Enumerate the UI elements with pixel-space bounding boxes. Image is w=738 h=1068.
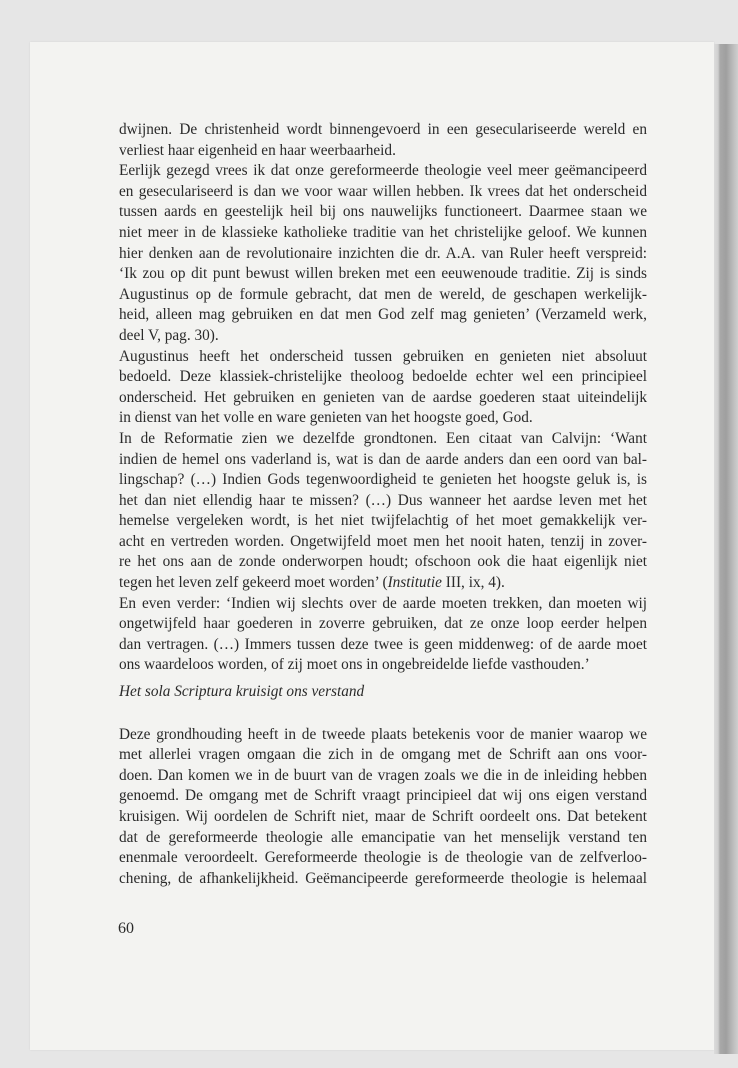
body-text bbox=[119, 120, 647, 889]
text-line: chening, de afhankelijkheid. Geëmancipeerde gereformeerde theologie is helemaal bbox=[119, 869, 647, 887]
text-line: En even verder: ‘Indien wij slechts over de aarde moeten trekken, dan moeten wij bbox=[119, 594, 647, 612]
text-line: In de Reformatie zien we dezelfde grondtonen. Een citaat van Calvijn: ‘Want bbox=[119, 429, 647, 447]
text-line: Augustinus heeft het onderscheid tussen gebruiken en genieten niet absoluut bbox=[119, 347, 647, 365]
text-line: niet meer in de klassieke katholieke traditie van het christelijke geloof. We kunnen bbox=[119, 223, 647, 241]
text-line: en geseculariseerd is dan we voor waar willen hebben. Ik vrees dat het onderscheid bbox=[119, 182, 647, 200]
text-block-calvin-quote bbox=[119, 594, 647, 676]
section-heading: Het sola Scriptura kruisigt ons verstand bbox=[119, 683, 365, 701]
text-line: genoemd. De omgang met de Schrift vraagt principieel dat wij ons eigen verstand bbox=[119, 787, 647, 805]
text-block-after-heading bbox=[119, 725, 647, 890]
text-line: met allerlei vragen omgaan die zich in de omgang met de Schrift aan ons voor- bbox=[119, 746, 647, 764]
text-line: acht en vertreden worden. Ongetwijfeld moet men het nooit haten, tenzij in zover- bbox=[119, 532, 647, 550]
text-line: in dienst van het volle en ware genieten van het hoogste goed, God. bbox=[119, 409, 533, 427]
book-spine-edge bbox=[714, 44, 738, 1054]
text-line: ons waardeloos worden, of zij moet ons in ongebreidelde liefde vasthouden.’ bbox=[119, 656, 590, 674]
text-line: dwijnen. De christenheid wordt binnengevoerd in een geseculariseerde wereld en bbox=[119, 121, 647, 138]
text-line: Augustinus op de formule gebracht, dat men de wereld, de geschapen werkelijk- bbox=[119, 285, 647, 303]
text-line: het dan niet ellendig haar te missen? (…) Dus wanneer het aardse leven met het bbox=[119, 491, 647, 509]
text-line: hemelse vergeleken wordt, is het niet twijfelachtig of het moet gemakkelijk ver- bbox=[119, 512, 647, 530]
text-line: ‘Ik zou op dit punt bewust willen breken met een eeuwenoude traditie. Zij is sinds bbox=[119, 265, 647, 283]
text-line: dat de gereformeerde theologie alle emancipatie van het menselijk verstand ten bbox=[119, 828, 647, 846]
text-line: indien de hemel ons vaderland is, wat is dan de aarde anders dan een oord van bal- bbox=[119, 450, 647, 468]
text-line: onderscheid. Het gebruiken en genieten van de aardse goederen staat uiteindelijk bbox=[119, 388, 647, 406]
text-line: kruisigen. Wij oordelen de Schrift niet, maar de Schrift oordeelt ons. Dat betekent bbox=[119, 808, 647, 825]
text-line: tussen aards en geestelijk heil bij ons nauwelijks functioneert. Daarmee staan we bbox=[119, 203, 647, 221]
text-line: bedoeld. Deze klassiek-christelijke theoloog bedoelde echter wel een principieel bbox=[119, 368, 647, 386]
text-line: dan vertragen. (…) Immers tussen deze twee is geen middenweg: of de aarde moet bbox=[119, 635, 647, 653]
text-block-before-heading bbox=[119, 120, 647, 573]
text-line: deel V, pag. 30). bbox=[119, 326, 219, 344]
text-line: doen. Dan komen we in de buurt van de vragen zoals we die in de inleiding hebben bbox=[119, 766, 647, 784]
text-line: ongetwijfeld haar goederen in zoverre gebruiken, dat ze onze loop eerder helpen bbox=[119, 615, 647, 633]
page-number: 60 bbox=[118, 920, 134, 937]
text-line: re het ons aan de zonde onderworpen houdt; ofschoon ook die haat eigenlijk niet bbox=[119, 553, 647, 571]
text-line-institutie-citation: tegen het leven zelf gekeerd moet worden’ (Institutie III, ix, 4). bbox=[119, 574, 505, 592]
text-line: enenmale veroordeelt. Gereformeerde theologie is de theologie van de zelfverloo- bbox=[119, 849, 647, 867]
text-line: hier denken aan de revolutionaire inzichten die dr. A.A. van Ruler heeft verspreid: bbox=[119, 244, 647, 262]
text-line: heid, alleen mag gebruiken en dat men God zelf mag genieten’ (Verzameld werk, bbox=[119, 306, 647, 324]
text-line: verliest haar eigenheid en haar weerbaarheid. bbox=[119, 141, 396, 159]
text-line: Eerlijk gezegd vrees ik dat onze gereformeerde theologie veel meer geëmancipeerd bbox=[119, 162, 647, 180]
text-line: Deze grondhouding heeft in de tweede plaats betekenis voor de manier waarop we bbox=[119, 725, 647, 743]
text-line: lingschap? (…) Indien Gods tegenwoordigheid te genieten het hoogste geluk is, is bbox=[119, 471, 647, 489]
